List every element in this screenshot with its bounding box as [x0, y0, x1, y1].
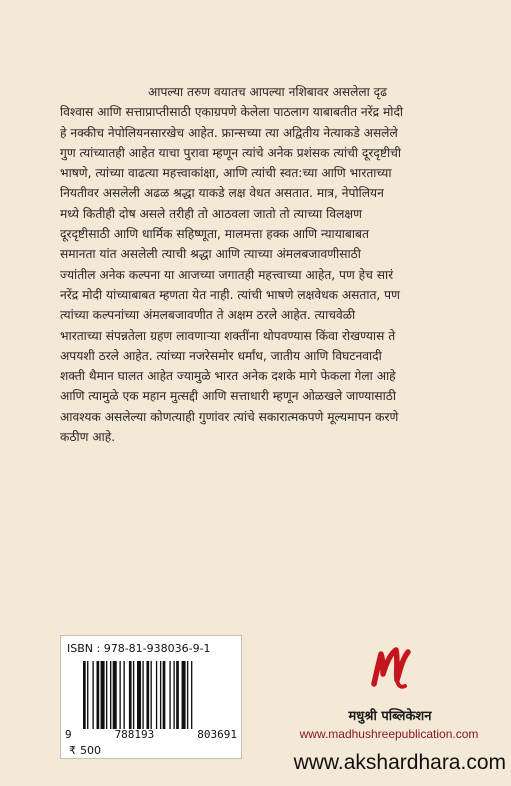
publisher-logo-icon [368, 640, 412, 692]
blurb-line: दूरदृष्टीसाठी आणि धार्मिक सहिष्णूता, मालमत्ता हक्क आणि न्यायाबाबत [60, 227, 369, 242]
blurb-text [60, 82, 490, 447]
blurb-line: ज्यांतील अनेक कल्पना या आजच्या जगातही महत्त्वाच्या आहेत, पण हेच सारं [60, 267, 394, 282]
blurb-line: आवश्यक असलेल्या कोणत्याही गुणांवर त्यांचे सकारात्मकपणे मूल्यमापन करणे [60, 409, 399, 424]
publisher-url[interactable]: www.madhushreepublication.com [299, 727, 479, 741]
barcode-digits [65, 728, 237, 741]
blurb-line: आणि त्यामुळे एक महान मुत्सद्दी आणि सत्ताधारी म्हणून ओळखले जाण्यासाठी [60, 389, 397, 404]
price-value: 500 [80, 744, 101, 757]
blurb-line: विश्वास आणि सत्ताप्राप्तीसाठी एकाग्रपणे केलेला पाठलाग याबाबतीत नरेंद्र मोदी [60, 105, 404, 120]
barcode-digit-group: 788193 [114, 728, 155, 741]
isbn-barcode-box [60, 635, 242, 759]
blurb-line: त्यांच्या कल्पनांच्या अंमलबजावणीत ते अक्षम ठरले आहेत. त्याचवेळी [60, 308, 356, 323]
blurb-line: गुण त्यांच्यातही आहेत याचा पुरावा म्हणून त्यांचे अनेक प्रशंसक त्यांची दूरदृष्टीची [60, 145, 402, 160]
rupee-icon: ₹ [69, 744, 76, 757]
blurb-line: मध्ये कितीही दोष असले तरीही तो आठवला जातो तो त्याच्या विलक्षण [60, 206, 362, 221]
blurb-line: नरेंद्र मोदी यांच्याबाबत म्हणता येत नाही. त्यांची भाषणे लक्षवेधक असतात, पण [60, 287, 400, 302]
blurb-line: शक्ती थैमान घालत आहेत ज्यामुळे भारत अनेक दशके मागे फेकला गेला आहे [60, 369, 396, 384]
blurb-line: भारताच्या संपन्नतेला ग्रहण लावणाऱ्या शक्तींना थोपवण्यास किंवा रोखण्यास ते [60, 328, 396, 343]
blurb-line: आपल्या तरुण वयातच आपल्या नशिबावर असलेला दृढ [148, 85, 387, 99]
price [69, 744, 101, 757]
blurb-line: अपयशी ठरले आहेत. त्यांच्या नजरेसमोर धर्मांध, जातीय आणि विघटनवादी [60, 348, 382, 363]
barcode-icon [83, 661, 231, 729]
watermark: www.akshardhara.com [293, 751, 506, 774]
blurb-line: हे नक्कीच नेपोलियनसारखेच आहेत. फ्रान्सच्या त्या अद्वितीय नेत्याकडे असलेले [60, 125, 398, 140]
blurb-line: समानता यांत असलेली त्याची श्रद्धा आणि त्याच्या अंमलबजावणीसाठी [60, 247, 361, 262]
blurb-line: नियतीवर असलेली अढळ श्रद्धा याकडे लक्ष वेधत असतात. मात्र, नेपोलियन [60, 186, 384, 201]
blurb-line: भाषणे, त्यांच्या वाढत्या महत्त्वाकांक्षा, आणि त्यांची स्वत:च्या आणि भारताच्या [60, 166, 392, 181]
isbn-label: ISBN : 978-81-938036-9-1 [67, 642, 211, 655]
barcode-digit-group: 9 [65, 728, 72, 741]
publisher-name: मधुश्री पब्लिकेशन [348, 709, 432, 724]
blurb-line: कठीण आहे. [60, 430, 116, 445]
barcode-digit-group: 803691 [197, 728, 237, 741]
